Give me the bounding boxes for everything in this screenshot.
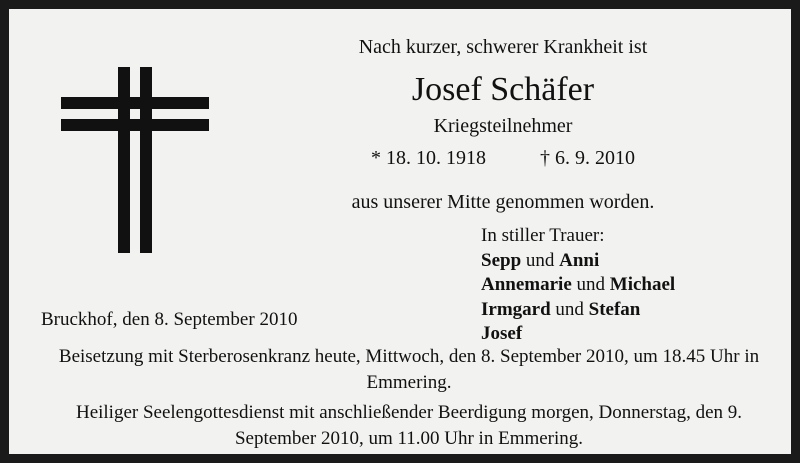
- intro-line: Nach kurzer, schwerer Krankheit ist: [358, 36, 648, 58]
- mourner-line: [481, 322, 751, 347]
- mourner-name: Stefan: [588, 298, 641, 320]
- mourner-line: [481, 249, 751, 274]
- death-date: † 6. 9. 2010: [540, 147, 635, 169]
- cross-icon: [61, 31, 211, 261]
- notice-header: [225, 33, 781, 217]
- mourner-line: [481, 298, 751, 323]
- mourner-conjunction: und: [571, 274, 610, 295]
- mourner-name: Anni: [559, 249, 600, 271]
- deceased-name: Josef Schäfer: [411, 71, 595, 108]
- notice-inner: [35, 19, 765, 449]
- cross-vertical-highlight: [130, 67, 140, 253]
- cross-horizontal-highlight: [61, 109, 209, 119]
- mourner-conjunction: und: [521, 249, 560, 271]
- cross-vertical-left-line: [118, 67, 130, 253]
- mourner-name: Sepp: [481, 249, 522, 271]
- mourner-name: Josef: [481, 323, 523, 344]
- mourner-line: [481, 273, 751, 298]
- mourner-name: Michael: [609, 274, 676, 295]
- service-paragraph-2: Heiliger Seelengottesdienst mit anschließender Beerdigung morgen, Donnerstag, den 9. September 2010, um 11.00 Uhr in Emmering.: [75, 402, 743, 449]
- mourners-title: In stiller Trauer:: [481, 225, 605, 246]
- mourner-conjunction: und: [550, 298, 589, 320]
- life-dates: [225, 143, 781, 173]
- mourner-name: Irmgard: [481, 298, 551, 320]
- taken-line: aus unserer Mitte genommen worden.: [351, 191, 655, 213]
- deceased-role: Kriegsteilnehmer: [433, 115, 573, 137]
- place-date-line: Bruckhof, den 8. September 2010: [41, 309, 298, 330]
- cross-vertical-right-line: [140, 67, 152, 253]
- birth-date: * 18. 10. 1918: [371, 147, 486, 169]
- service-paragraph-1: Beisetzung mit Sterberosenkranz heute, Mittwoch, den 8. September 2010, um 18.45 Uhr in Emmering.: [58, 346, 760, 393]
- mourner-name: Annemarie: [481, 274, 572, 295]
- mourners-block: [481, 224, 751, 347]
